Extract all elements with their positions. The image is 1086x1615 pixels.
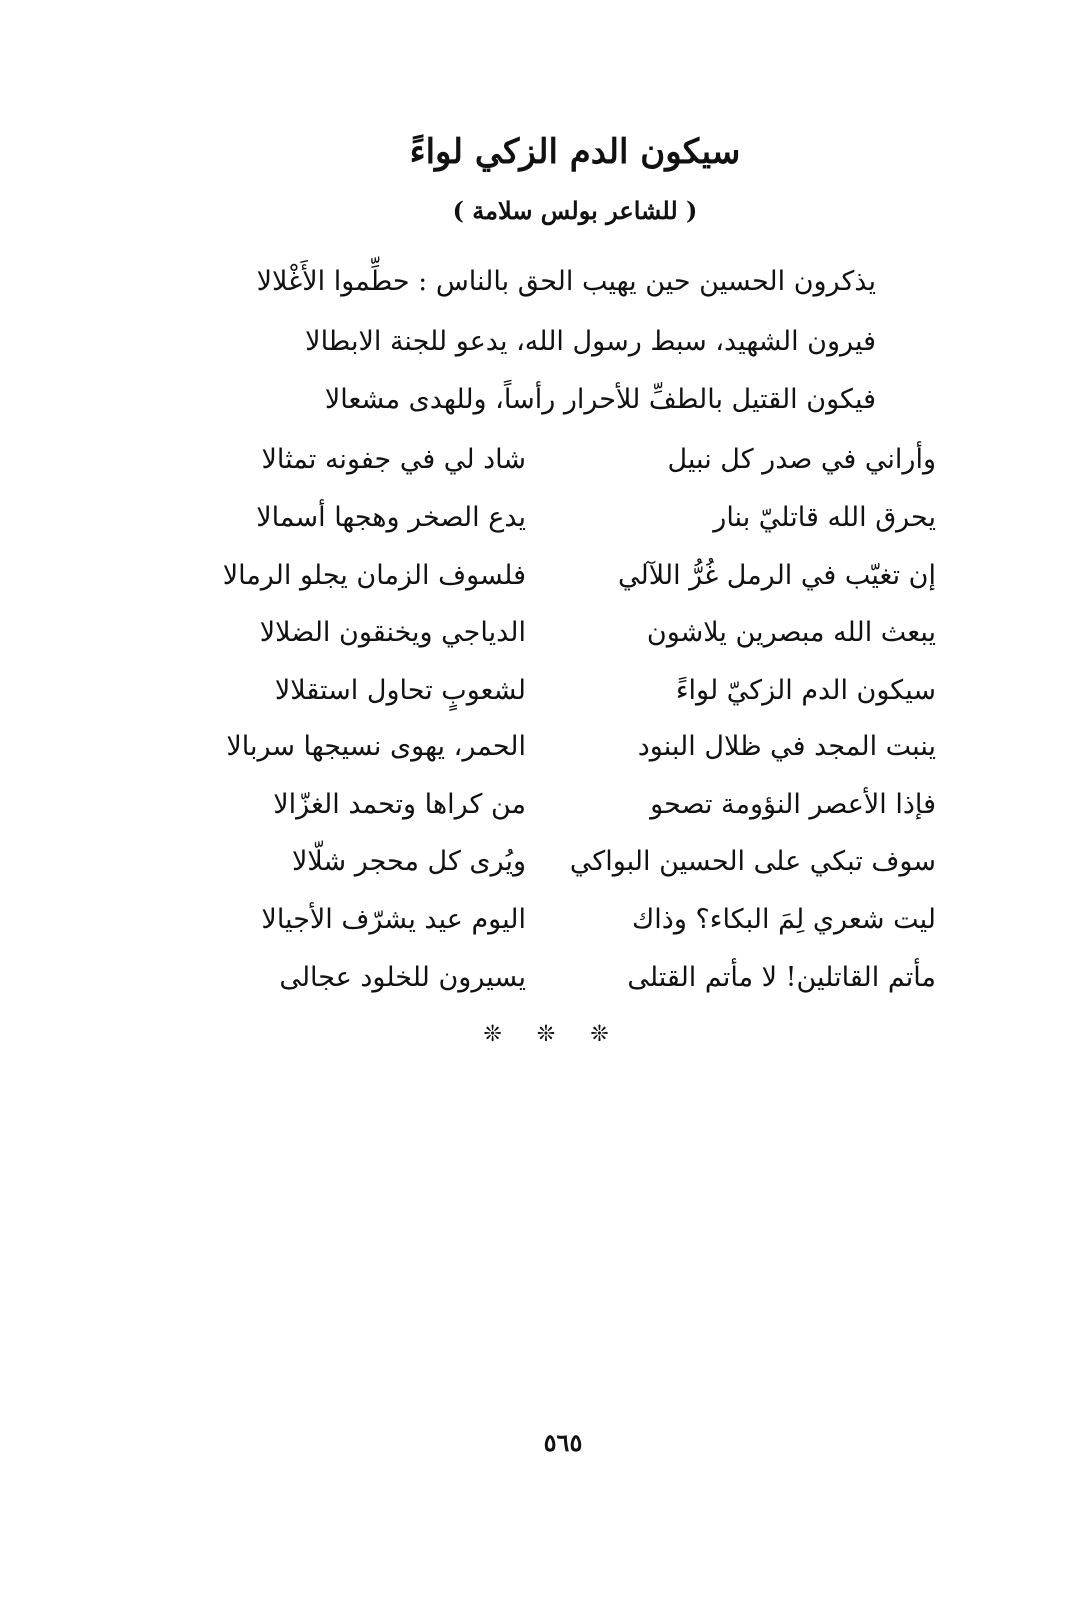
- couplet-second-hemistich: من كراها وتحمد الغزّالا: [273, 789, 526, 820]
- couplet: [0, 846, 1086, 896]
- couplet-first-hemistich: ليت شعري لِمَ البكاء؟ وذاك: [632, 904, 936, 935]
- couplet: [0, 444, 1086, 494]
- couplet-second-hemistich: اليوم عيد يشرّف الأجيالا: [261, 904, 526, 935]
- couplet-first-hemistich: إن تغيّب في الرمل غُرُّ اللآلي: [618, 560, 936, 591]
- couplet: [0, 962, 1086, 1012]
- couplet: [0, 675, 1086, 725]
- intro-line: يذكرون الحسين حين يهيب الحق بالناس : حطِّموا الأَغْلالا: [256, 266, 876, 297]
- couplet: [0, 789, 1086, 839]
- couplet: [0, 617, 1086, 667]
- couplet-first-hemistich: فإذا الأعصر النؤومة تصحو: [650, 789, 936, 820]
- couplet-second-hemistich: لشعوبٍ تحاول استقلالا: [274, 675, 526, 706]
- couplet: [0, 904, 1086, 954]
- couplet: [0, 560, 1086, 610]
- couplet-first-hemistich: يحرق الله قاتليّ بنار: [713, 502, 936, 533]
- couplet-first-hemistich: مأتم القاتلين! لا مأتم القتلى: [627, 962, 936, 993]
- couplet-second-hemistich: الحمر، يهوى نسيجها سربالا: [226, 731, 526, 762]
- couplet-first-hemistich: سيكون الدم الزكيّ لواءً: [675, 675, 936, 706]
- section-separator-asterisks: ❊ ❊ ❊: [483, 1022, 623, 1047]
- couplet-second-hemistich: ويُرى كل محجر شلّالا: [292, 846, 526, 877]
- couplet-second-hemistich: شاد لي في جفونه تمثالا: [261, 444, 526, 475]
- couplet-first-hemistich: سوف تبكي على الحسين البواكي: [569, 846, 936, 877]
- couplet-first-hemistich: وأراني في صدر كل نبيل: [667, 444, 936, 475]
- poem-attribution: ( للشاعر بولس سلامة ): [452, 196, 698, 225]
- couplet-first-hemistich: ينبت المجد في ظلال البنود: [637, 731, 936, 762]
- intro-line: فيرون الشهيد، سبط رسول الله، يدعو للجنة الابطالا: [305, 326, 876, 357]
- couplet-second-hemistich: يدع الصخر وهجها أسمالا: [256, 502, 526, 533]
- couplet-first-hemistich: يبعث الله مبصرين يلاشون: [646, 617, 936, 648]
- couplet-second-hemistich: فلسوف الزمان يجلو الرمالا: [222, 560, 526, 591]
- couplet-second-hemistich: الدياجي ويخنقون الضلالا: [259, 617, 526, 648]
- poem-title: سيكون الدم الزكي لواءً: [409, 132, 741, 172]
- intro-line: فيكون القتيل بالطفِّ للأحرار رأساً، وللهدى مشعالا: [324, 384, 876, 415]
- couplet-second-hemistich: يسيرون للخلود عجالى: [279, 962, 526, 993]
- page-number: ٥٦٥: [543, 1428, 583, 1457]
- couplet: [0, 731, 1086, 781]
- couplet: [0, 502, 1086, 552]
